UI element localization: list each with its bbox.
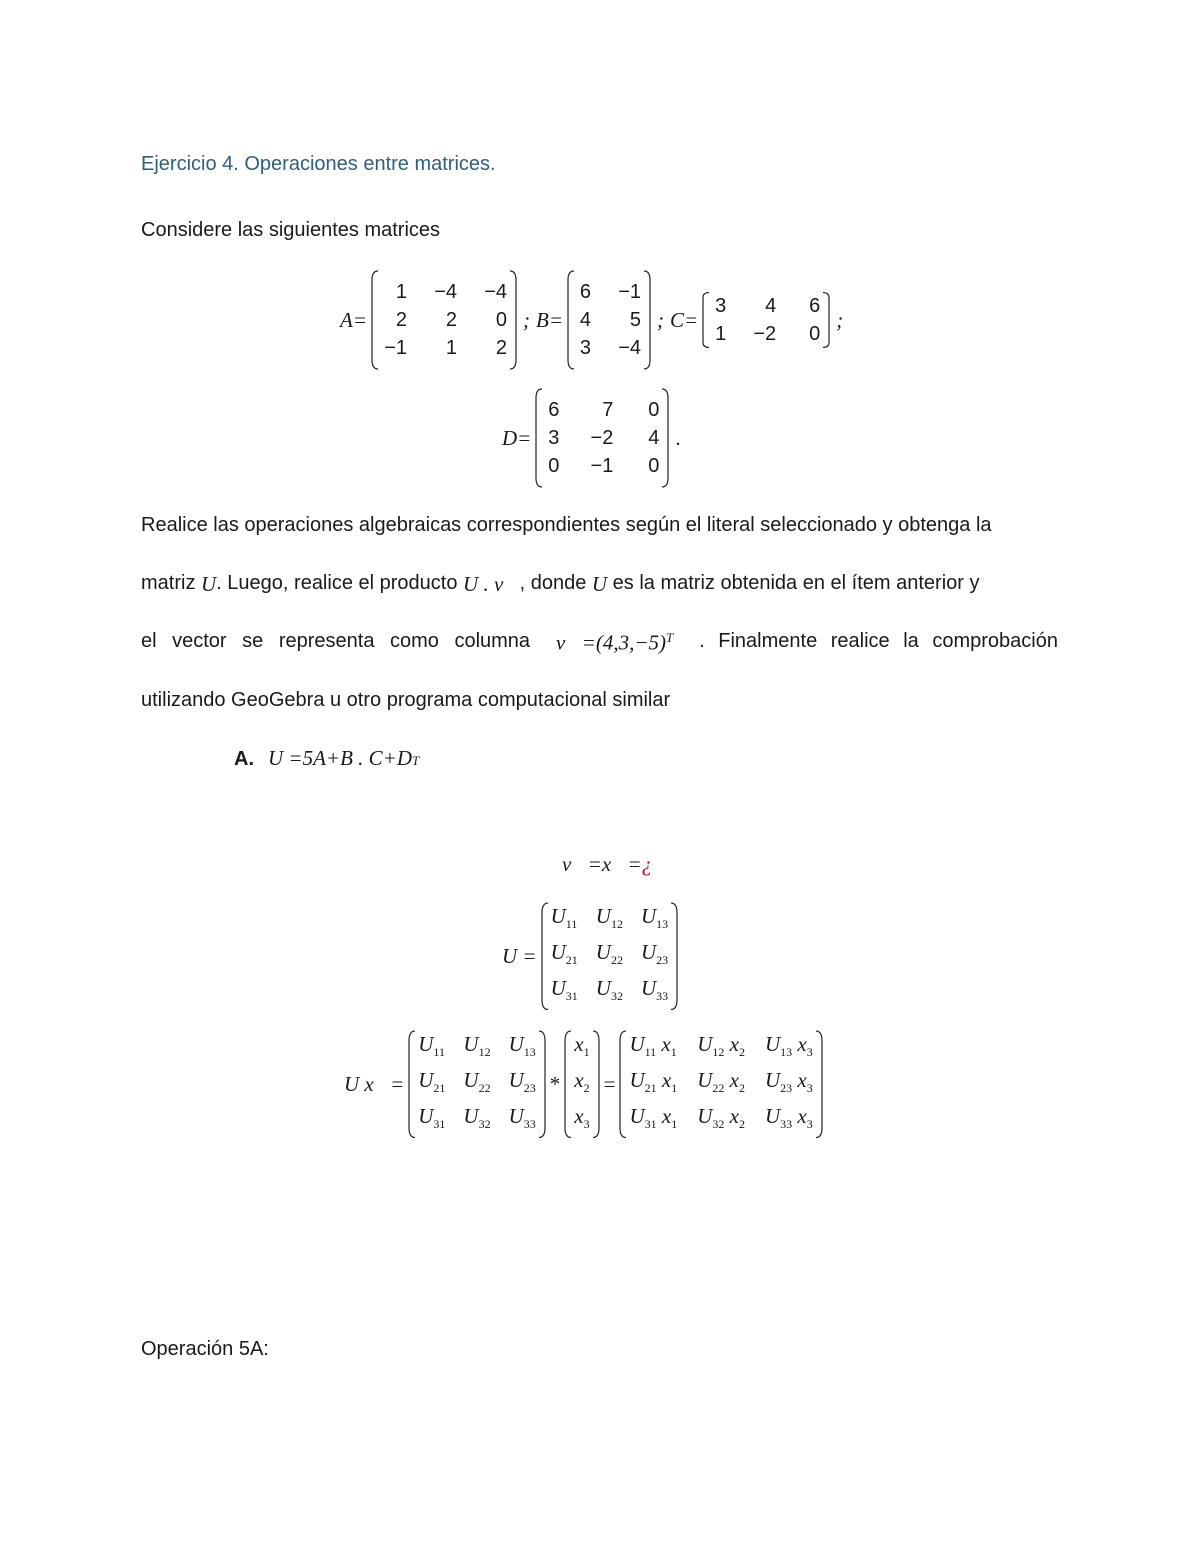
matrix-d-cell: 3 — [548, 427, 560, 449]
math-u: U — [201, 572, 217, 596]
matrix-a-cell: −1 — [384, 337, 407, 359]
u-matrix — [541, 902, 679, 1011]
u-matrix-equation — [500, 903, 680, 1004]
matrix-d-cell: −1 — [590, 455, 614, 477]
equals-sign: = — [603, 1071, 616, 1096]
matrix-cell: $U_{33}$ — [508, 1104, 536, 1132]
matrix-cell: $U_{22}$ — [463, 1067, 491, 1096]
text: matriz — [141, 572, 196, 594]
matrix-b-cell: 3 — [579, 337, 591, 359]
vx-right: ¿ — [641, 852, 653, 876]
matrix-cell: $U_{31}$ $x_1$ — [629, 1104, 678, 1132]
matrix-d-cell: 4 — [648, 427, 660, 449]
matrix-a-cell: 0 — [495, 309, 507, 331]
matrix-cell: $U_{11}$ — [550, 903, 578, 931]
matrix-b — [567, 270, 651, 370]
multiply-star: * — [549, 1071, 561, 1096]
math-vector: v⃗=(4,3,−5) — [556, 630, 666, 655]
matrix-b-cell: −4 — [618, 337, 641, 359]
matrix-cell: $U_{31}$ — [550, 976, 578, 1004]
matrix-cell: $U_{13}$ — [640, 903, 669, 931]
matrix-cell: $U_{32}$ — [595, 976, 623, 1004]
matrix-cell: $x_3$ — [574, 1104, 590, 1132]
math-transpose: T — [665, 630, 674, 645]
paragraph-line-1-text: Realice las operaciones algebraicas correspondientes según el literal seleccionado y obtenga la — [141, 514, 992, 536]
matrix-d-label: D= — [502, 425, 532, 450]
matrix-cell: $U_{23}$ — [640, 939, 669, 968]
ux-u-matrix — [408, 1030, 546, 1139]
matrix-cell: $U_{12}$ — [595, 903, 623, 931]
exercise-heading: Ejercicio 4. Operaciones entre matrices. — [141, 153, 496, 175]
paragraph-line-3 — [141, 630, 1058, 656]
matrix-b-cell: −1 — [618, 281, 641, 303]
vx-left: v⃗=x⃗= — [562, 852, 642, 876]
matrix-cell: $U_{23}$ — [508, 1067, 536, 1096]
paragraph-line-2 — [141, 572, 1058, 597]
matrix-b-label: B= — [536, 307, 563, 332]
matrix-c-label: C= — [670, 307, 699, 332]
matrix-a-cell: 1 — [445, 337, 457, 359]
paragraph-line-4: utilizando GeoGebra u otro programa computacional similar — [141, 689, 671, 711]
matrix-c-cell: 1 — [715, 323, 727, 345]
separator-semicolon: ; — [657, 307, 664, 332]
separator-semicolon: ; — [836, 307, 844, 332]
matrix-a-cell: 1 — [395, 281, 407, 303]
paragraph-line-1 — [141, 514, 1058, 537]
matrix-cell: $U_{13}$ $x_3$ — [764, 1031, 813, 1059]
matrix-cell: $U_{33}$ $x_3$ — [764, 1104, 813, 1132]
matrix-d-cell: 0 — [648, 399, 660, 421]
matrix-cell: $x_1$ — [574, 1031, 590, 1059]
text: es la matriz obtenida en el ítem anterior y — [612, 572, 980, 594]
matrix-a-cell: 2 — [495, 337, 507, 359]
matrix-c-cell: 0 — [809, 323, 821, 345]
result-matrix — [619, 1030, 822, 1139]
end-period: . — [675, 425, 681, 450]
item-formula-sup: T — [412, 753, 420, 768]
matrix-cell: $U_{11}$ $x_1$ — [629, 1031, 677, 1059]
matrix-b-cell: 6 — [579, 281, 591, 303]
item-formula: U =5A+B . C+D — [268, 746, 413, 770]
item-a — [234, 746, 419, 771]
vector-definition — [556, 630, 673, 656]
matrix-d-cell: 0 — [548, 455, 560, 477]
matrix-cell: $U_{22}$ $x_2$ — [697, 1067, 745, 1096]
matrix-cell: $U_{11}$ — [418, 1031, 445, 1059]
matrix-cell: $U_{21}$ — [550, 939, 578, 968]
matrix-d-cell: −2 — [590, 427, 614, 449]
matrix-a-cell: −4 — [434, 281, 457, 303]
operation-5a-label: Operación 5A: — [141, 1338, 269, 1360]
matrix-cell: $U_{22}$ — [595, 939, 623, 968]
item-letter: A. — [234, 748, 254, 770]
ux-equation — [342, 1031, 825, 1132]
matrix-cell: $U_{13}$ — [508, 1031, 536, 1059]
matrix-c-cell: −2 — [753, 323, 777, 345]
text: el vector se representa como columna — [141, 630, 531, 652]
matrix-b-cell: 5 — [629, 309, 641, 331]
matrix-c-cell: 6 — [809, 295, 821, 317]
math-u-dot-v: U . v⃗ — [463, 572, 520, 596]
matrix-d-cell: 6 — [548, 399, 560, 421]
matrix-cell: $U_{21}$ — [418, 1067, 446, 1096]
matrix-cell: $U_{32}$ $x_2$ — [697, 1104, 745, 1132]
matrix-cell: $U_{12}$ — [463, 1031, 491, 1059]
matrix-d-cell: 7 — [602, 399, 614, 421]
math-u: U — [591, 572, 608, 596]
matrix-cell: $U_{12}$ $x_2$ — [697, 1031, 745, 1059]
matrix-a-cell: −4 — [484, 281, 507, 303]
matrix-c-cell: 4 — [765, 295, 777, 317]
matrix-c — [702, 292, 830, 348]
text: , donde — [519, 572, 587, 594]
matrix-d — [535, 388, 669, 488]
matrix-cell: $U_{33}$ — [640, 976, 669, 1004]
matrix-d-cell: 0 — [648, 455, 660, 477]
matrix-cell: $U_{21}$ $x_1$ — [629, 1067, 678, 1096]
matrix-c-cell: 3 — [715, 295, 727, 317]
matrix-a-cell: 2 — [395, 309, 407, 331]
matrix-d-equation — [500, 394, 685, 482]
u-matrix-label: U = — [502, 943, 537, 968]
vx-equation — [562, 852, 652, 877]
matrix-a-cell: 2 — [445, 309, 457, 331]
matrix-cell: $U_{23}$ $x_3$ — [764, 1067, 813, 1096]
x-vector — [564, 1030, 599, 1139]
matrix-cell: $U_{32}$ — [463, 1104, 491, 1132]
ux-label: U x⃗= — [344, 1071, 405, 1096]
matrix-b-cell: 4 — [579, 309, 591, 331]
separator-semicolon: ; — [523, 307, 530, 332]
matrix-a-label: A= — [340, 307, 367, 332]
text: . Finalmente realice la comprobación — [699, 630, 1058, 652]
matrix-a — [371, 270, 517, 370]
matrix-cell: $U_{31}$ — [418, 1104, 446, 1132]
matrices-abc — [338, 276, 847, 364]
matrix-cell: $x_2$ — [574, 1067, 590, 1096]
text: . Luego, realice el producto — [216, 572, 458, 594]
intro-text: Considere las siguientes matrices — [141, 219, 441, 241]
